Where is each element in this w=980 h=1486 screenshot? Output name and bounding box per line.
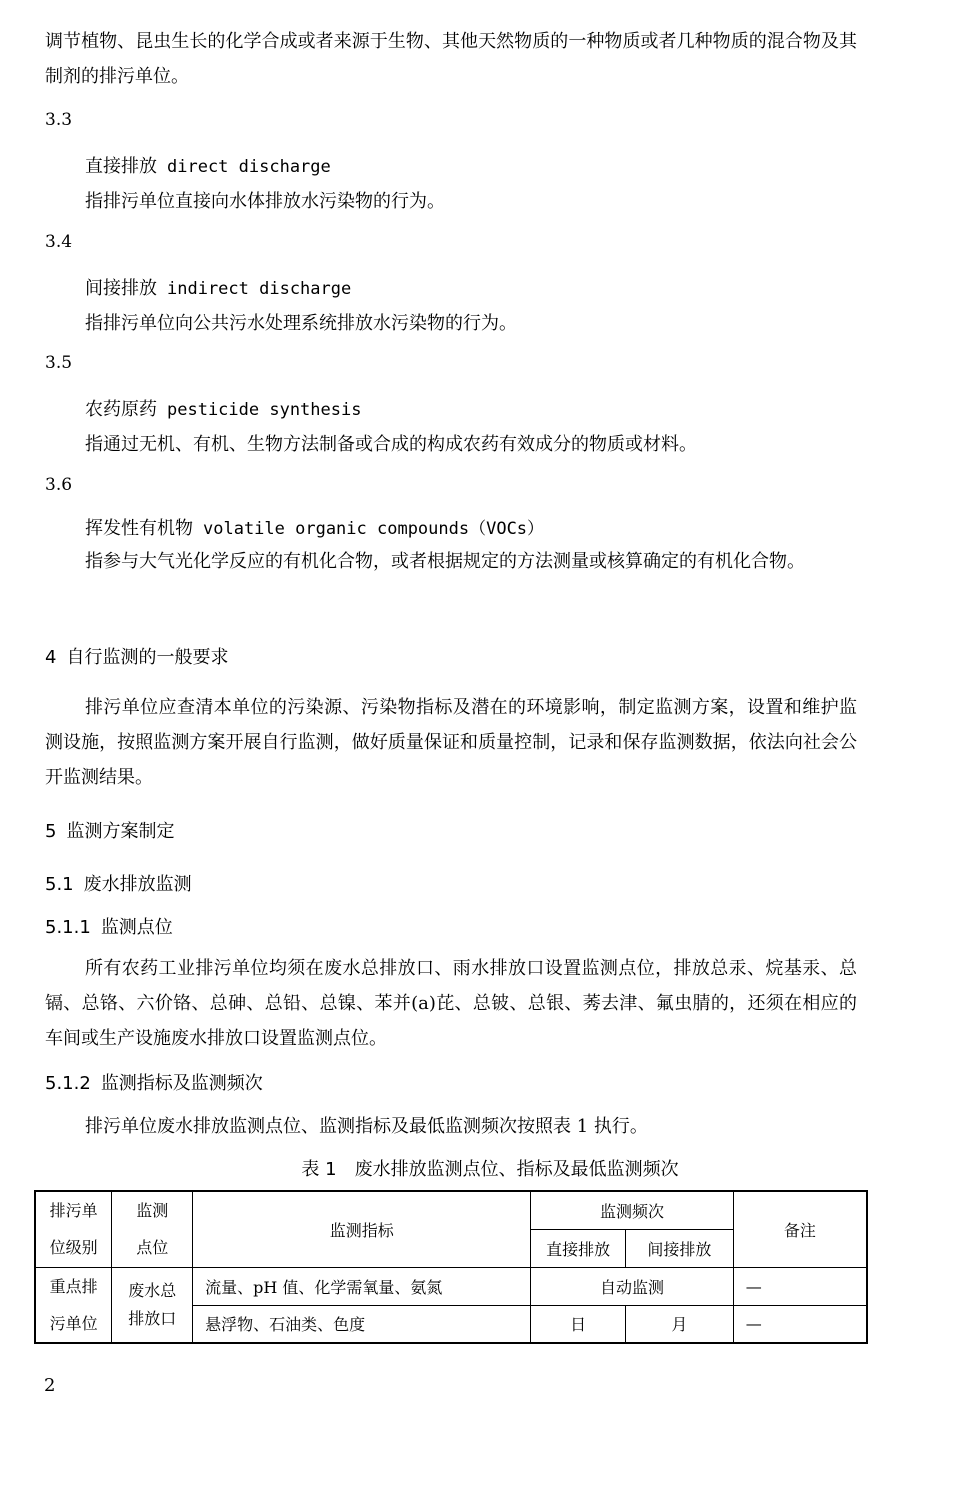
table-caption: 表 1 废水排放监测点位、指标及最低监测频次 — [301, 1159, 679, 1180]
section-paragraph: 所有农药工业排污单位均须在废水总排放口、雨水排放口设置监测点位，排放总汞、烷基汞、总镉、总铬、六价铬、总砷、总铅、总镍、苯并(a)芘、总铍、总银、莠去津、氟虫腈的，还须在相应的车间或生产设施废水排放口设置监测点位。 — [45, 958, 857, 1049]
cell-indicator: 流量、pH 值、化学需氧量、氨氮 — [193, 1267, 531, 1305]
cell-frequency: 自动监测 — [531, 1267, 734, 1305]
term-cn: 挥发性有机物 — [85, 518, 193, 539]
cell-level: 重点排 污单位 — [35, 1267, 112, 1343]
header-indicator: 监测指标 — [193, 1191, 531, 1267]
term-definition: 指排污单位直接向水体排放水污染物的行为。 — [85, 191, 445, 212]
page-number: 2 — [44, 1375, 56, 1396]
term-heading — [85, 514, 897, 540]
term-cn: 直接排放 — [85, 156, 157, 177]
monitoring-table — [34, 1190, 868, 1344]
subsection-heading: 5.1.1 监测点位 — [45, 917, 173, 938]
header-frequency: 监测频次 — [531, 1191, 734, 1229]
header-point: 监测 点位 — [112, 1191, 193, 1267]
cell-point: 废水总 排放口 — [112, 1267, 193, 1343]
term-en: volatile organic compounds（VOCs） — [203, 519, 545, 539]
header-remark: 备注 — [733, 1191, 867, 1267]
header-level: 排污单 位级别 — [35, 1191, 112, 1267]
cell-indirect: 月 — [626, 1305, 734, 1343]
term-heading — [85, 395, 897, 421]
term-cn: 农药原药 — [85, 399, 157, 420]
cell-remark: — — [733, 1305, 867, 1343]
header-indirect: 间接排放 — [626, 1229, 734, 1267]
clause-number: 3.6 — [45, 475, 73, 495]
term-heading — [85, 152, 897, 178]
table-row — [35, 1267, 867, 1305]
cell-direct: 日 — [531, 1305, 626, 1343]
term-en: direct discharge — [167, 157, 331, 177]
section-heading: 5 监测方案制定 — [45, 821, 175, 842]
section-paragraph: 排污单位废水排放监测点位、监测指标及最低监测频次按照表 1 执行。 — [85, 1116, 648, 1137]
term-definition: 指通过无机、有机、生物方法制备或合成的构成农药有效成分的物质或材料。 — [85, 434, 697, 455]
clause-number: 3.3 — [45, 110, 73, 130]
term-definition: 指排污单位向公共污水处理系统排放水污染物的行为。 — [85, 313, 517, 334]
subsection-heading: 5.1 废水排放监测 — [45, 874, 192, 895]
section-paragraph: 排污单位应查清本单位的污染源、污染物指标及潜在的环境影响，制定监测方案，设置和维护监测设施，按照监测方案开展自行监测，做好质量保证和质量控制，记录和保存监测数据，依法向社会公开监测结果。 — [45, 697, 857, 788]
clause-number: 3.5 — [45, 353, 73, 373]
term-en: pesticide synthesis — [167, 400, 362, 420]
subsection-heading: 5.1.2 监测指标及监测频次 — [45, 1073, 263, 1094]
term-definition: 指参与大气光化学反应的有机化合物，或者根据规定的方法测量或核算确定的有机化合物。 — [85, 551, 805, 572]
term-cn: 间接排放 — [85, 278, 157, 299]
section-heading: 4 自行监测的一般要求 — [45, 647, 229, 668]
term-heading — [85, 274, 897, 300]
clause-number: 3.4 — [45, 232, 73, 252]
term-en: indirect discharge — [167, 279, 352, 299]
cell-indicator: 悬浮物、石油类、色度 — [193, 1305, 531, 1343]
header-direct: 直接排放 — [531, 1229, 626, 1267]
cell-remark: — — [733, 1267, 867, 1305]
intro-paragraph: 调节植物、昆虫生长的化学合成或者来源于生物、其他天然物质的一种物质或者几种物质的混合物及其制剂的排污单位。 — [45, 31, 857, 87]
